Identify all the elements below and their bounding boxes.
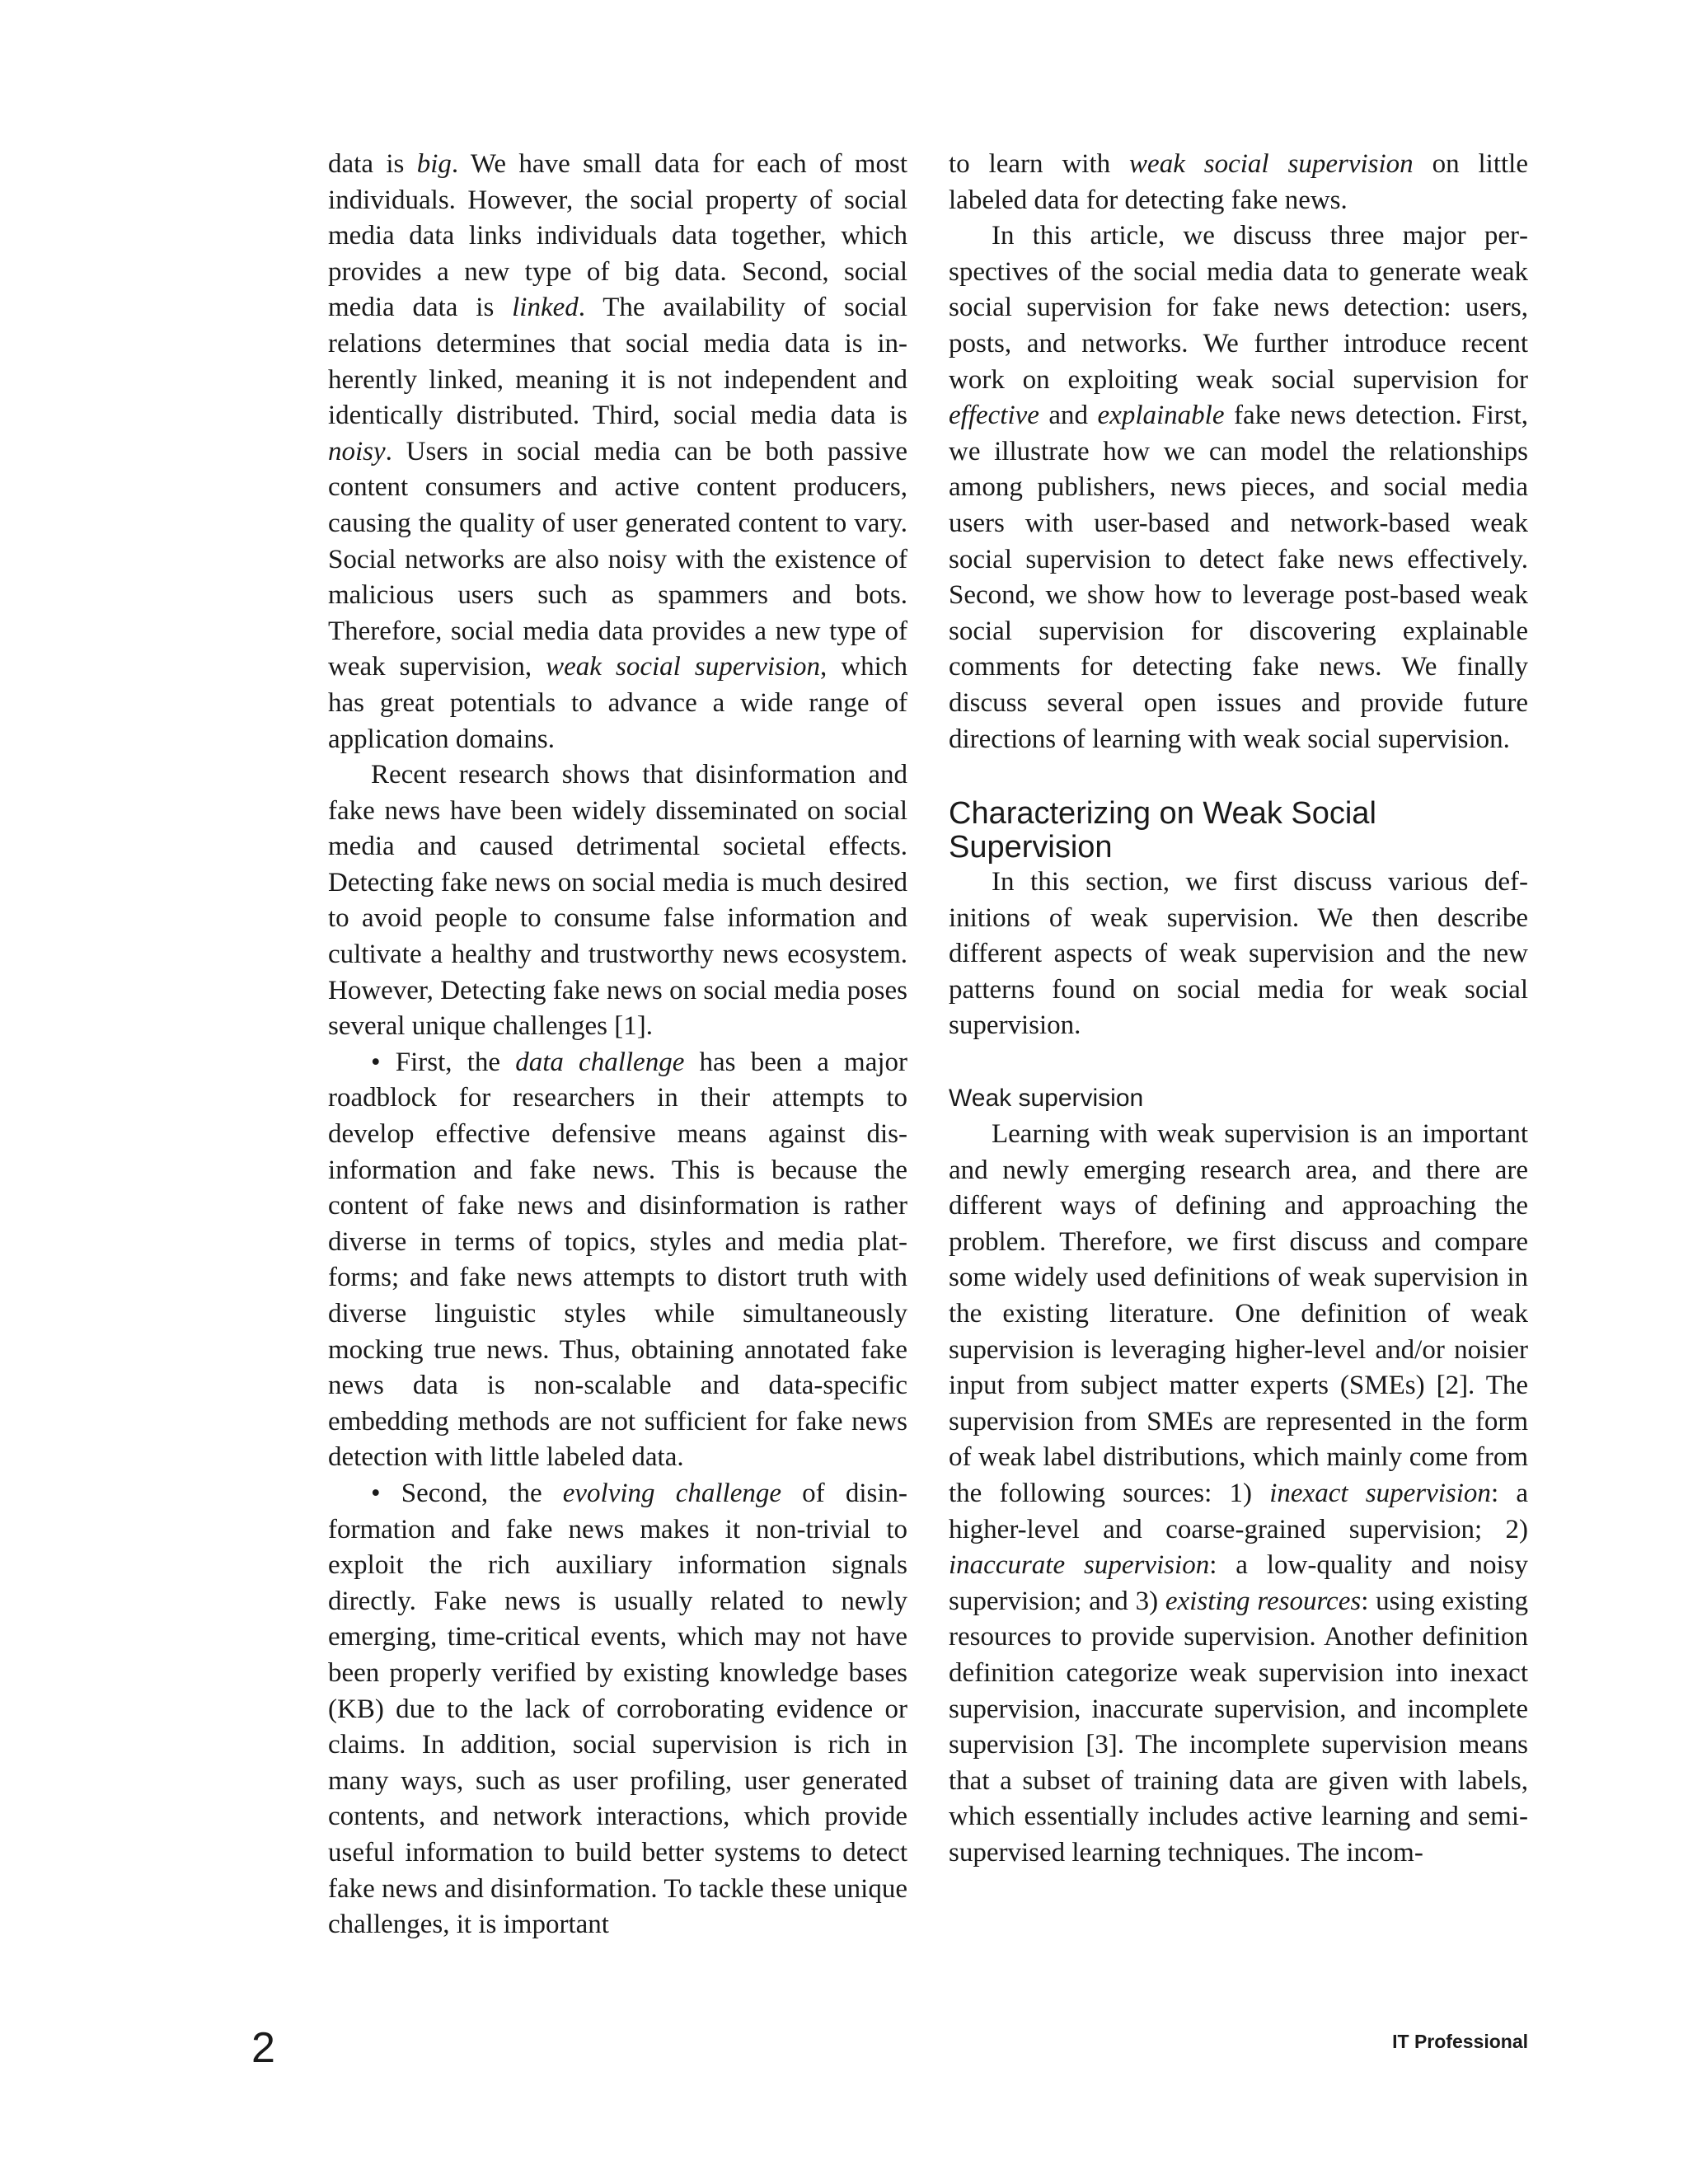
journal-name: IT Professional <box>1392 2031 1528 2052</box>
subsection-title: Weak supervision <box>949 1085 1144 1113</box>
paragraph-recent-research: Recent research shows that disinformation and fake news have been widely disseminated on social media and caused detrimental societal effects. Detecting fake news on social media is much desired to avoid people to consume false information and cultivate a healthy and trustworthy news ecosystem. However, Detecting fake news on social media poses several unique challenges [1]. <box>328 760 907 1042</box>
section-title: Characterizing on Weak Social Supervision <box>949 796 1376 865</box>
paragraph-section-intro: In this section, we first discuss various definitions of weak supervision. We then describe different aspects of weak supervision and the new patterns found on social media for weak social supervision. <box>949 867 1528 1041</box>
paragraph-data-properties: data is big. We have small data for each of most individuals. However, the social property of social media data links individuals data together, which provides a new type of big data. Second, social media data is linked. The availability of social relations determines that social media data is inherently linked, meaning it is not independent and identically distributed. Third, social media data is noisy. Users in social media can be both passive content consumers and active content producers, causing the quality of user generated content to vary. Social networks are also noisy with the existence of malicious users such as spammers and bots. Therefore, social media data provides a new type of weak supervision, weak social supervision, which has great potentials to advance a wide range of application domains. <box>328 149 907 754</box>
paragraph-continuation: to learn with weak social supervision on little labeled data for detecting fake news. <box>949 149 1528 215</box>
page-number: 2 <box>251 2024 275 2072</box>
left-column <box>328 147 907 1943</box>
bullet-data-challenge: • First, the data challenge has been a major roadblock for researchers in their attempts to develop effective defensive means against disinformation and fake news. This is because the content of fake news and disinformation is rather diverse in terms of topics, styles and media platforms; and fake news attempts to distort truth with diverse linguistic styles while simultaneously mocking true news. Thus, obtaining annotated fake news data is non-scalable and data-specific embedding methods are not sufficient for fake news detection with little labeled data. <box>328 1047 907 1473</box>
bullet-evolving-challenge: • Second, the evolving challenge of disinformation and fake news makes it non-trivial to exploit the rich auxiliary information signals directly. Fake news is usually related to newly emerging, time-critical events, which may not have been properly verified by existing knowledge bases (KB) due to the lack of corroborating evidence or claims. In addition, social supervision is rich in many ways, such as user profiling, user generated contents, and network interactions, which provide useful information to build better systems to detect fake news and disinformation. To tackle these unique challenges, it is important <box>328 1478 908 1940</box>
paragraph-weak-supervision: Learning with weak supervision is an important and newly emerging research area, and there are different ways of defining and approaching the problem. Therefore, we first discuss and compare some widely used definitions of weak supervision in the existing literature. One definition of weak supervision is leveraging higher-level and/or noisier input from subject matter experts (SMEs) [2]. The supervision from SMEs are represented in the form of weak label distributions, which mainly come from the following sources: 1) inexact supervision: a higher-level and coarse-grained supervision; 2) inaccurate supervision: a low-quality and noisy supervision; and 3) existing resources: using existing resources to provide supervision. Another definition definition categorize weak supervision into inexact supervision, inaccurate supervision, and incomplete supervision [3]. The incomplete supervision means that a subset of training data are given with labels, which essentially includes active learning and semi-supervised learning techniques. The incom- <box>949 1119 1528 1868</box>
paragraph-article-overview: In this article, we discuss three major perspectives of the social media data to generate weak social supervision for fake news detection: users, posts, and networks. We further introduce recent work on exploiting weak social supervision for effective and explainable fake news detection. First, we illustrate how we can model the relationships among publishers, news pieces, and social media users with user-based and network-based weak social supervision to detect fake news effectively. Second, we show how to leverage post-based weak social supervision for discovering explainable comments for detecting fake news. We finally discuss several open issues and provide future directions of learning with weak social supervision. <box>949 221 1528 754</box>
right-column <box>949 147 1528 1872</box>
